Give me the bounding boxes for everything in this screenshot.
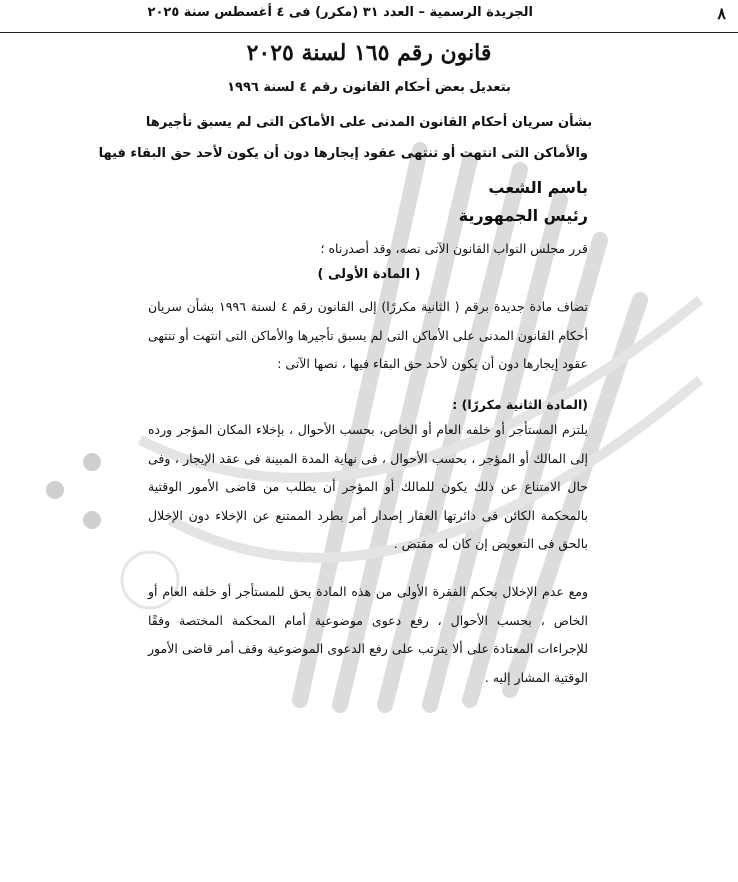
law-subject-line-1: بشأن سريان أحكام القانون المدنى على الأماكن التى لم يسبق تأجيرها xyxy=(145,115,593,130)
page-number: ٨ xyxy=(717,4,726,23)
law-title: قانون رقم ١٦٥ لسنة ٢٠٢٥ xyxy=(246,40,492,66)
article-two-bis-title: (المادة الثانية مكررًا) : xyxy=(452,397,588,412)
law-amendment-line: بتعديل بعض أحكام القانون رقم ٤ لسنة ١٩٩٦ xyxy=(227,80,511,95)
article-paragraph-1: يلتزم المستأجر أو خلفه العام أو الخاص، بحسب الأحوال ، بإخلاء المكان المؤجر ورده إلى المالك أو المؤجر ، بحسب الأحوال ، فى نهاية المدة المبينة فى عقد الإيجار ، وفى حال الامتناع عن ذلك يكون للمالك أو المؤجر أن يطلب من قاضى الأمور الوقتية بالمحكمة الكائن فى دائرتها العقار إصدار أمر بطرد الممتنع عن الإخلاء دون الإخلال بالحق فى التعويض إن كان له مقتض . xyxy=(148,422,588,551)
article-one-title: ( المادة الأولى ) xyxy=(317,267,421,282)
in-name-of-people: باسم الشعب xyxy=(488,178,588,197)
decree-text: قرر مجلس النواب القانون الآتى نصه، وقد أصدرناه ؛ xyxy=(320,241,588,256)
article-one-text: تضاف مادة جديدة برقم ( الثانية مكررًا) إلى القانون رقم ٤ لسنة ١٩٩٦ بشأن سريان أحكام القانون المدنى على الأماكن التى لم يسبق تأجيرها والأماكن التى انتهت أو تنتهى عقود إيجارها دون أن يكون لأحد حق البقاء فيها ، نصها الآتى : xyxy=(148,299,588,371)
president-heading: رئيس الجمهورية xyxy=(458,206,588,225)
page-header xyxy=(0,0,738,33)
law-subject-line-2: والأماكن التى انتهت أو تنتهى عقود إيجارها دون أن يكون لأحد حق البقاء فيها xyxy=(98,146,588,161)
article-paragraph-2: ومع عدم الإخلال بحكم الفقرة الأولى من هذه المادة يحق للمستأجر أو خلفه العام أو الخاص ، بحسب الأحوال ، رفع دعوى موضوعية أمام المحكمة المختصة وفقًا للإجراءات المعتادة على ألا يترتب على رفع الدعوى الموضوعية وقف أمر قاضى الأمور الوقتية المشار إليه . xyxy=(148,584,588,685)
gazette-header-title: الجريدة الرسمية – العدد ٣١ (مكرر) فى ٤ أغسطس سنة ٢٠٢٥ xyxy=(147,5,533,20)
